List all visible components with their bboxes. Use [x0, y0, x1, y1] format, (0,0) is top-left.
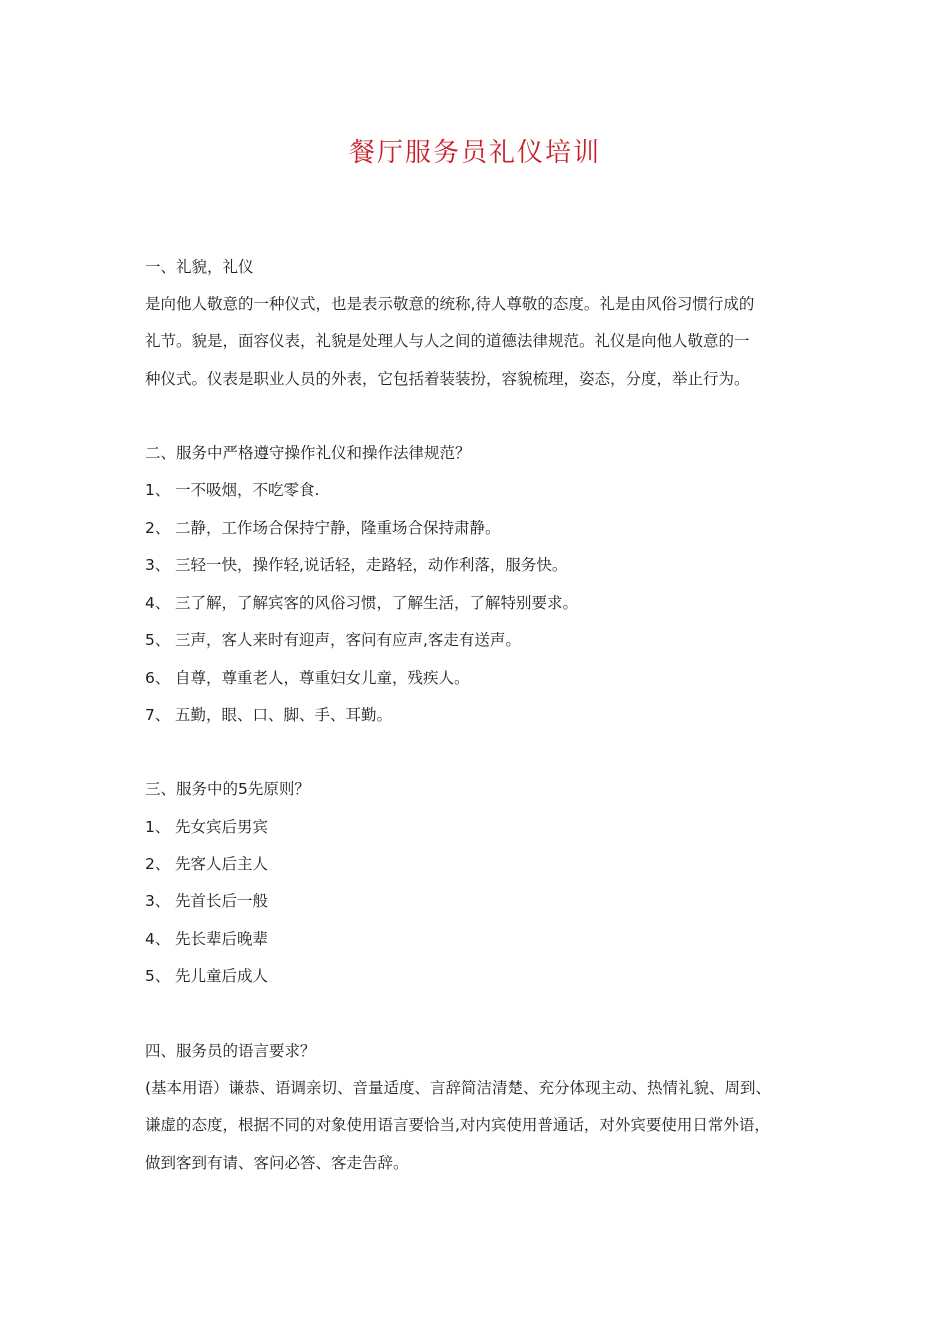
- list-item: [145, 630, 521, 650]
- list-item-number: 7、: [145, 706, 171, 724]
- list-item-text: 一不吸烟，不吃零食.: [175, 481, 320, 499]
- list-item-number: 4、: [145, 930, 171, 948]
- list-item-number: 1、: [145, 818, 171, 836]
- list-item: [145, 593, 578, 613]
- section4-line: 做到客到有请、客问必答、客走告辞。: [145, 1154, 409, 1172]
- list-item-number: 3、: [145, 892, 171, 910]
- list-item-number: 6、: [145, 669, 171, 687]
- section1-heading: 一、礼貌，礼仪: [145, 258, 254, 276]
- list-item-number: 1、: [145, 481, 171, 499]
- list-item: [145, 817, 268, 837]
- list-item-text: 先首长后一般: [175, 892, 269, 910]
- list-item-number: 5、: [145, 967, 171, 985]
- list-item-text: 先客人后主人: [175, 855, 269, 873]
- list-item: [145, 891, 268, 911]
- list-item: [145, 555, 567, 575]
- section1-line: 礼节。貌是，面容仪表，礼貌是处理人与人之间的道德法律规范。礼仪是向他人敬意的一: [145, 332, 750, 350]
- list-item: [145, 929, 268, 949]
- section1-line: 是向他人敬意的一种仪式，也是表示敬意的统称,待人尊敬的态度。礼是由风俗习惯行成的: [145, 295, 755, 313]
- list-item-text: 五勤，眼、口、脚、手、耳勤。: [175, 706, 393, 724]
- list-item-text: 三轻一快，操作轻,说话轻，走路轻，动作利落，服务快。: [175, 556, 568, 574]
- list-item-number: 2、: [145, 519, 171, 537]
- list-item-text: 先女宾后男宾: [175, 818, 269, 836]
- list-item-text: 自尊，尊重老人，尊重妇女儿童，残疾人。: [175, 669, 470, 687]
- section4-line: 谦虚的态度，根据不同的对象使用语言要恰当,对内宾使用普通话，对外宾要使用日常外语，: [145, 1116, 770, 1134]
- list-item: [145, 705, 392, 725]
- list-item-text: 二静，工作场合保持宁静，隆重场合保持肃静。: [175, 519, 501, 537]
- list-item-text: 先儿童后成人: [175, 967, 269, 985]
- list-item: [145, 668, 470, 688]
- section4-line: (基本用语）谦恭、语调亲切、音量适度、言辞简洁清楚、充分体现主动、热情礼貌、周到、: [145, 1079, 772, 1097]
- list-item-number: 2、: [145, 855, 171, 873]
- list-item-text: 三声，客人来时有迎声，客问有应声,客走有送声。: [175, 631, 521, 649]
- list-item-number: 3、: [145, 556, 171, 574]
- list-item: [145, 518, 501, 538]
- section4-heading: 四、服务员的语言要求？: [145, 1042, 316, 1060]
- section1-line: 种仪式。仪表是职业人员的外表，它包括着装装扮，容貌梳理，姿态，分度，举止行为。: [145, 370, 750, 388]
- list-item-text: 先长辈后晚辈: [175, 930, 269, 948]
- list-item-number: 5、: [145, 631, 171, 649]
- section3-heading: 三、服务中的5先原则？: [145, 780, 310, 798]
- list-item: [145, 480, 319, 500]
- list-item: [145, 854, 268, 874]
- page-title: 餐厅服务员礼仪培训: [348, 138, 601, 168]
- section2-heading: 二、服务中严格遵守操作礼仪和操作法律规范？: [145, 444, 471, 462]
- list-item-text: 三了解，了解宾客的风俗习惯，了解生活，了解特别要求。: [175, 594, 579, 612]
- list-item: [145, 966, 268, 986]
- list-item-number: 4、: [145, 594, 171, 612]
